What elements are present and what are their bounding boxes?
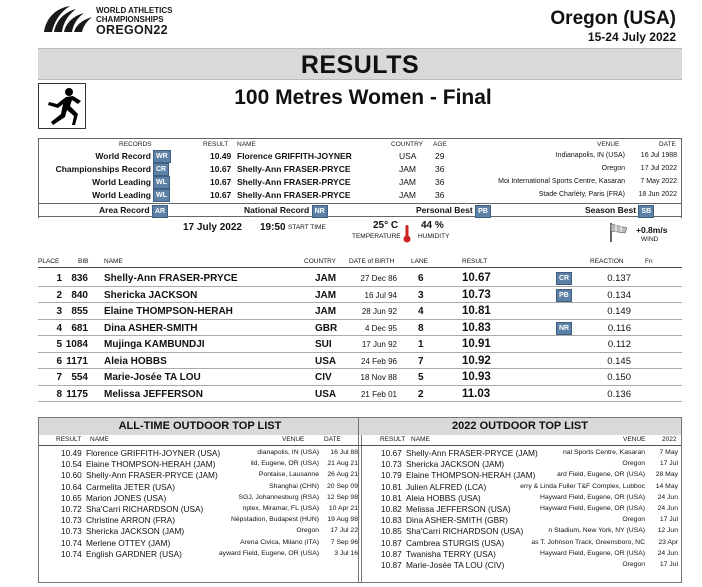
record-badge: WL bbox=[153, 176, 170, 189]
top-list-row bbox=[39, 515, 361, 526]
top-list-date: 3 Jul 16 bbox=[334, 549, 358, 557]
result-name: Shericka JACKSON bbox=[104, 289, 198, 301]
result-badge: CR bbox=[556, 272, 572, 285]
result-reaction: 0.137 bbox=[607, 273, 631, 284]
season-top-list bbox=[358, 417, 682, 583]
logo-line-1: WORLD ATHLETICS bbox=[96, 6, 173, 15]
top-list-venue: Oregon bbox=[622, 561, 645, 568]
top-list-venue: dianapolis, IN (USA) bbox=[257, 449, 319, 456]
alltime-result-header: RESULT bbox=[56, 436, 82, 443]
top-list-venue: nal Sports Centre, Kasaran bbox=[563, 449, 645, 456]
top-list-row bbox=[39, 448, 361, 459]
records-date-header: DATE bbox=[659, 141, 676, 148]
top-list-date: 17 Jul bbox=[659, 460, 678, 468]
top-list-venue: Oregon bbox=[622, 516, 645, 524]
top-list-row bbox=[359, 549, 681, 560]
top-list-date: 20 Sep 09 bbox=[327, 482, 358, 490]
thermometer-icon bbox=[403, 225, 411, 246]
top-list-result: 10.49 bbox=[61, 448, 82, 458]
records-header: RECORDS bbox=[119, 141, 152, 148]
record-date: 17 Jul 2022 bbox=[640, 165, 677, 172]
top-list-date: 7 May bbox=[659, 449, 678, 456]
record-row bbox=[39, 163, 681, 176]
season-header-row bbox=[359, 435, 681, 446]
top-list-result: 10.87 bbox=[381, 548, 402, 559]
result-country: GBR bbox=[315, 322, 338, 334]
top-list-venue: Hayward Field, Eugene, OR (USA) bbox=[539, 493, 645, 501]
results-banner: RESULTS bbox=[38, 48, 682, 80]
record-badge: CR bbox=[153, 163, 169, 176]
start-time: 19:50 bbox=[260, 222, 286, 233]
season-name-header: NAME bbox=[411, 436, 430, 443]
result-badge: NR bbox=[556, 322, 572, 335]
result-place: 4 bbox=[56, 322, 62, 334]
legend-badge: PB bbox=[475, 205, 491, 218]
result-lane: 6 bbox=[418, 273, 424, 284]
result-bib: 1084 bbox=[65, 339, 88, 350]
result-place: 2 bbox=[56, 289, 62, 301]
top-list-date: 14 May bbox=[655, 482, 678, 490]
top-list-date: 12 Sep 98 bbox=[327, 493, 358, 501]
record-label: Championships Record bbox=[55, 164, 151, 174]
alltime-date-header: DATE bbox=[324, 436, 341, 443]
top-list-row bbox=[359, 470, 681, 481]
result-row bbox=[38, 336, 682, 353]
result-dob: 16 Jul 94 bbox=[364, 290, 397, 300]
top-list-date: 17 Jul 22 bbox=[330, 527, 358, 535]
top-list-venue: n Stadium, New York, NY (USA) bbox=[548, 527, 645, 535]
top-list-name: Florence GRIFFITH-JOYNER (USA) bbox=[86, 448, 221, 458]
record-date: 7 May 2022 bbox=[640, 178, 677, 185]
top-list-venue: erry & Linda Fuller T&F Complex, Lubboc bbox=[520, 482, 645, 490]
top-list-row bbox=[39, 549, 361, 560]
record-country: USA bbox=[399, 151, 417, 161]
temperature-value: 25° C bbox=[373, 220, 399, 231]
result-row bbox=[38, 353, 682, 370]
top-list-name: Twanisha TERRY (USA) bbox=[406, 548, 496, 559]
season-result-header: RESULT bbox=[380, 436, 406, 443]
result-dob: 21 Feb 01 bbox=[360, 389, 397, 399]
top-list-result: 10.74 bbox=[61, 537, 82, 548]
venue-title: Oregon (USA) bbox=[550, 8, 676, 29]
top-list-row bbox=[359, 504, 681, 515]
top-list-name: Cambrea STURGIS (USA) bbox=[406, 537, 505, 548]
humidity-label: HUMIDITY bbox=[418, 233, 450, 240]
result-name: Dina ASHER-SMITH bbox=[104, 322, 198, 334]
result-time: 10.91 bbox=[462, 338, 491, 350]
record-age: 29 bbox=[435, 151, 445, 161]
result-row bbox=[38, 386, 682, 403]
top-list-result: 10.81 bbox=[381, 492, 402, 503]
logo-line-2: CHAMPIONSHIPS bbox=[96, 15, 164, 24]
record-venue: Oregon bbox=[601, 165, 625, 172]
top-list-row bbox=[39, 459, 361, 470]
top-list-row bbox=[359, 448, 681, 459]
top-list-result: 10.74 bbox=[61, 548, 82, 559]
top-list-name: Melissa JEFFERSON (USA) bbox=[406, 504, 511, 514]
record-badge: WL bbox=[153, 189, 170, 202]
result-time: 10.81 bbox=[462, 305, 491, 317]
legend-label: National Record bbox=[244, 205, 310, 215]
result-dob: 27 Dec 86 bbox=[360, 274, 397, 283]
record-row bbox=[39, 176, 681, 189]
result-badge: PB bbox=[556, 289, 572, 302]
result-lane: 3 bbox=[418, 289, 424, 301]
result-bib: 1175 bbox=[66, 388, 88, 400]
result-reaction: 0.112 bbox=[607, 339, 631, 350]
place-header: PLACE bbox=[38, 258, 60, 265]
alltime-header-row bbox=[39, 435, 361, 446]
top-list-row bbox=[359, 526, 681, 537]
top-list-result: 10.65 bbox=[61, 492, 82, 503]
record-row bbox=[39, 189, 681, 202]
top-list-date: 19 Aug 98 bbox=[327, 516, 358, 524]
reaction-header: REACTION bbox=[590, 258, 624, 265]
result-country: USA bbox=[315, 355, 337, 367]
top-list-name: Julien ALFRED (LCA) bbox=[406, 481, 487, 492]
legend-label: Season Best bbox=[585, 205, 637, 215]
top-list-venue: ard Field, Eugene, OR (USA) bbox=[556, 471, 645, 479]
top-list-venue: as T. Johnson Track, Greensboro, NC bbox=[531, 538, 645, 546]
top-list-venue: ayward Field, Eugene, OR (USA) bbox=[218, 549, 319, 557]
result-dob: 28 Jun 92 bbox=[361, 307, 397, 316]
record-age: 36 bbox=[435, 190, 445, 200]
top-list-venue: Oregon bbox=[296, 527, 319, 535]
top-list-result: 10.85 bbox=[381, 526, 402, 537]
result-name: Mujinga KAMBUNDJI bbox=[104, 339, 205, 350]
wind-value: +0.8m/s bbox=[636, 225, 668, 235]
record-age: 36 bbox=[435, 177, 445, 187]
result-place: 5 bbox=[56, 339, 62, 350]
top-list-result: 10.81 bbox=[381, 481, 402, 492]
record-country: JAM bbox=[399, 164, 416, 174]
result-bib: 681 bbox=[71, 322, 88, 334]
result-country: CIV bbox=[315, 372, 332, 383]
top-list-date: 24 Jun bbox=[657, 549, 678, 557]
result-bib: 840 bbox=[71, 289, 88, 301]
result-row bbox=[38, 270, 682, 287]
top-list-row bbox=[359, 459, 681, 470]
top-list-result: 10.73 bbox=[61, 526, 82, 537]
top-list-date: 28 May bbox=[655, 471, 678, 479]
result-place: 3 bbox=[56, 306, 62, 317]
top-list-date: 7 Sep 96 bbox=[330, 538, 358, 546]
record-row bbox=[39, 150, 681, 163]
result-place: 7 bbox=[56, 372, 62, 383]
records-venue-header: VENUE bbox=[597, 141, 620, 148]
top-list-row bbox=[359, 493, 681, 504]
result-place: 8 bbox=[56, 388, 62, 400]
result-lane: 7 bbox=[418, 355, 424, 367]
record-result: 10.67 bbox=[210, 177, 232, 187]
result-lane: 5 bbox=[418, 372, 424, 383]
top-list-row bbox=[39, 482, 361, 493]
legend-national-record bbox=[244, 205, 328, 218]
result-reaction: 0.149 bbox=[607, 306, 631, 317]
top-list-date: 17 Jul bbox=[659, 516, 678, 524]
result-lane: 4 bbox=[418, 306, 424, 317]
humidity-value: 44 % bbox=[421, 220, 444, 231]
record-name: Shelly-Ann FRASER-PRYCE bbox=[237, 164, 351, 174]
result-country: SUI bbox=[315, 339, 332, 350]
top-list-result: 10.87 bbox=[381, 560, 402, 570]
result-header: RESULT bbox=[462, 258, 488, 265]
top-list-name: Carmelita JETER (USA) bbox=[86, 481, 175, 492]
result-name: Marie-Josée TA LOU bbox=[104, 372, 201, 383]
legend-label: Personal Best bbox=[416, 205, 473, 215]
legend-personal-best bbox=[416, 205, 491, 218]
result-name: Shelly-Ann FRASER-PRYCE bbox=[104, 273, 238, 284]
alltime-name-header: NAME bbox=[90, 436, 109, 443]
legend-season-best bbox=[585, 205, 654, 218]
top-list-venue: ild, Eugene, OR (USA) bbox=[250, 460, 319, 468]
top-list-date: 12 Jun bbox=[657, 527, 678, 535]
record-venue: Moi International Sports Centre, Kasaran bbox=[498, 178, 625, 185]
legend-area-record bbox=[99, 205, 168, 218]
alltime-venue-header: VENUE bbox=[282, 436, 305, 443]
top-list-venue: Arena Civica, Milano (ITA) bbox=[240, 538, 319, 546]
top-list-name: Shelly-Ann FRASER-PRYCE (JAM) bbox=[86, 470, 218, 481]
championships-logo bbox=[40, 4, 200, 38]
record-label: World Leading bbox=[92, 177, 151, 187]
result-name: Melissa JEFFERSON bbox=[104, 388, 203, 400]
record-country: JAM bbox=[399, 177, 416, 187]
season-date-header: 2022 bbox=[662, 436, 677, 443]
top-list-date: 10 Apr 21 bbox=[328, 505, 358, 512]
record-result: 10.49 bbox=[210, 151, 232, 161]
result-dob: 18 Nov 88 bbox=[360, 373, 397, 382]
record-label: World Leading bbox=[92, 190, 151, 200]
result-time: 10.67 bbox=[462, 272, 491, 284]
lane-header: LANE bbox=[411, 258, 428, 265]
top-list-result: 10.82 bbox=[381, 504, 402, 514]
start-time-label: START TIME bbox=[288, 224, 326, 231]
top-list-date: 23 Apr bbox=[658, 538, 678, 546]
wind-flag-icon bbox=[608, 221, 630, 246]
records-age-header: AGE bbox=[433, 141, 447, 148]
top-list-date: 17 Jul bbox=[659, 561, 678, 568]
top-list-row bbox=[39, 504, 361, 515]
event-title: 100 Metres Women - Final bbox=[234, 86, 492, 109]
top-list-result: 10.60 bbox=[61, 470, 82, 481]
record-label: World Record bbox=[95, 151, 151, 161]
result-row bbox=[38, 303, 682, 320]
top-list-name: Merlene OTTEY (JAM) bbox=[86, 537, 171, 548]
records-country-header: COUNTRY bbox=[391, 141, 424, 148]
top-list-result: 10.83 bbox=[381, 515, 402, 526]
legend-badge: AR bbox=[152, 205, 168, 218]
top-list-name: Dina ASHER-SMITH (GBR) bbox=[406, 515, 508, 526]
result-reaction: 0.134 bbox=[607, 289, 631, 301]
result-lane: 8 bbox=[418, 322, 424, 334]
result-reaction: 0.145 bbox=[607, 355, 631, 367]
season-venue-header: VENUE bbox=[623, 436, 646, 443]
top-list-result: 10.67 bbox=[381, 448, 402, 458]
result-time: 10.73 bbox=[462, 288, 491, 301]
record-date: 16 Jul 1988 bbox=[640, 152, 677, 159]
record-result: 10.67 bbox=[210, 164, 232, 174]
result-time: 10.83 bbox=[462, 321, 491, 334]
results-header-row bbox=[38, 256, 682, 268]
top-list-name: English GARDNER (USA) bbox=[86, 548, 182, 559]
country-header: COUNTRY bbox=[304, 258, 337, 265]
legend-badge: NR bbox=[312, 205, 328, 218]
result-country: JAM bbox=[315, 289, 337, 301]
dob-header: DATE of BIRTH bbox=[349, 258, 395, 265]
result-bib: 836 bbox=[71, 273, 88, 284]
result-country: JAM bbox=[315, 273, 337, 284]
result-bib: 855 bbox=[71, 306, 88, 317]
top-list-name: Elaine THOMPSON-HERAH (JAM) bbox=[406, 470, 536, 481]
top-list-result: 10.79 bbox=[381, 470, 402, 481]
logo-line-3: OREGON22 bbox=[96, 23, 168, 37]
alltime-top-list bbox=[38, 417, 362, 583]
top-list-result: 10.64 bbox=[61, 481, 82, 492]
result-reaction: 0.150 bbox=[607, 372, 631, 383]
result-reaction: 0.136 bbox=[607, 388, 631, 400]
top-list-row bbox=[39, 526, 361, 537]
top-list-venue: Hayward Field, Eugene, OR (USA) bbox=[539, 505, 645, 512]
result-time: 10.92 bbox=[462, 354, 491, 367]
alltime-title: ALL-TIME OUTDOOR TOP LIST bbox=[39, 418, 361, 435]
result-lane: 2 bbox=[418, 388, 424, 400]
top-list-result: 10.54 bbox=[61, 459, 82, 470]
venue-dates: 15-24 July 2022 bbox=[587, 30, 676, 44]
top-list-name: Marion JONES (USA) bbox=[86, 492, 167, 503]
top-list-row bbox=[39, 493, 361, 504]
record-name: Shelly-Ann FRASER-PRYCE bbox=[237, 177, 351, 187]
result-place: 6 bbox=[56, 355, 62, 367]
result-time: 11.03 bbox=[462, 387, 491, 400]
top-list-result: 10.72 bbox=[61, 504, 82, 514]
result-bib: 1171 bbox=[66, 355, 88, 367]
top-list-name: Shericka JACKSON (JAM) bbox=[86, 526, 185, 537]
result-row bbox=[38, 287, 682, 304]
conditions-bar bbox=[38, 219, 682, 249]
top-list-name: Marie-Josée TA LOU (CIV) bbox=[406, 560, 505, 570]
top-list-date: 24 Jun bbox=[657, 493, 678, 501]
name-header: NAME bbox=[104, 258, 123, 265]
top-list-venue: SGJ, Johannesburg (RSA) bbox=[238, 493, 319, 501]
record-badge: WR bbox=[153, 150, 171, 163]
top-list-name: Sha'Carri RICHARDSON (USA) bbox=[86, 504, 204, 514]
legend-label: Area Record bbox=[99, 205, 150, 215]
records-name-header: NAME bbox=[237, 141, 256, 148]
top-list-result: 10.87 bbox=[381, 537, 402, 548]
result-country: JAM bbox=[315, 306, 337, 317]
top-list-date: 21 Aug 21 bbox=[327, 460, 358, 468]
top-list-venue: Oregon bbox=[622, 460, 645, 468]
record-result: 10.67 bbox=[210, 190, 232, 200]
top-list-row bbox=[39, 538, 361, 549]
top-list-date: 24 Jun bbox=[657, 505, 678, 512]
result-row bbox=[38, 369, 682, 386]
top-list-name: Elaine THOMPSON-HERAH (JAM) bbox=[86, 459, 216, 470]
top-list-name: Shelly-Ann FRASER-PRYCE (JAM) bbox=[406, 448, 538, 458]
legend-badge: SB bbox=[638, 205, 654, 218]
result-name: Elaine THOMPSON-HERAH bbox=[104, 306, 233, 317]
result-place: 1 bbox=[56, 273, 62, 284]
fn-header: Fn bbox=[645, 258, 653, 265]
top-list-row bbox=[359, 482, 681, 493]
world-athletics-swoosh-icon bbox=[40, 4, 94, 34]
top-list-name: Sha'Carri RICHARDSON (USA) bbox=[406, 526, 524, 537]
result-lane: 1 bbox=[418, 339, 424, 350]
result-reaction: 0.116 bbox=[607, 322, 631, 334]
sprinter-icon bbox=[38, 83, 86, 129]
result-bib: 554 bbox=[71, 372, 88, 383]
top-list-row bbox=[359, 538, 681, 549]
top-list-row bbox=[359, 560, 681, 571]
record-date: 18 Jun 2022 bbox=[638, 191, 677, 198]
top-list-name: Aleia HOBBS (USA) bbox=[406, 492, 481, 503]
top-list-date: 26 Aug 21 bbox=[327, 471, 358, 479]
top-list-venue: nplex, Miramar, FL (USA) bbox=[242, 505, 319, 512]
top-list-row bbox=[359, 515, 681, 526]
result-time: 10.93 bbox=[462, 371, 491, 383]
result-row bbox=[38, 320, 682, 337]
top-list-venue: Pontaise, Lausanne bbox=[258, 471, 319, 479]
season-title: 2022 OUTDOOR TOP LIST bbox=[359, 418, 681, 435]
top-list-name: Christine ARRON (FRA) bbox=[86, 515, 175, 526]
top-list-name: Shericka JACKSON (JAM) bbox=[406, 459, 505, 470]
result-country: USA bbox=[315, 388, 337, 400]
record-name: Florence GRIFFITH-JOYNER bbox=[237, 151, 352, 161]
top-list-venue: Shanghai (CHN) bbox=[269, 482, 319, 490]
results-table bbox=[38, 270, 682, 402]
record-name: Shelly-Ann FRASER-PRYCE bbox=[237, 190, 351, 200]
result-dob: 24 Feb 96 bbox=[360, 356, 397, 366]
top-list-date: 16 Jul 88 bbox=[330, 449, 358, 456]
top-list-venue: Népstadion, Budapest (HUN) bbox=[230, 516, 319, 524]
record-country: JAM bbox=[399, 190, 416, 200]
temperature-label: TEMPERATURE bbox=[352, 233, 401, 240]
top-list-row bbox=[39, 470, 361, 481]
top-list-venue: Hayward Field, Eugene, OR (USA) bbox=[539, 549, 645, 557]
records-legend bbox=[38, 203, 682, 217]
wind-label: WIND bbox=[641, 236, 659, 243]
records-result-header: RESULT bbox=[203, 141, 229, 148]
record-age: 36 bbox=[435, 164, 445, 174]
bib-header: BIB bbox=[78, 258, 89, 265]
result-dob: 4 Dec 95 bbox=[364, 323, 397, 333]
race-date: 17 July 2022 bbox=[183, 222, 242, 233]
result-name: Aleia HOBBS bbox=[104, 355, 167, 367]
top-list-result: 10.73 bbox=[61, 515, 82, 526]
record-venue: Indianapolis, IN (USA) bbox=[555, 152, 625, 159]
top-list-result: 10.73 bbox=[381, 459, 402, 470]
result-dob: 17 Jun 92 bbox=[361, 340, 397, 349]
record-venue: Stade Charléty, Paris (FRA) bbox=[538, 191, 625, 198]
